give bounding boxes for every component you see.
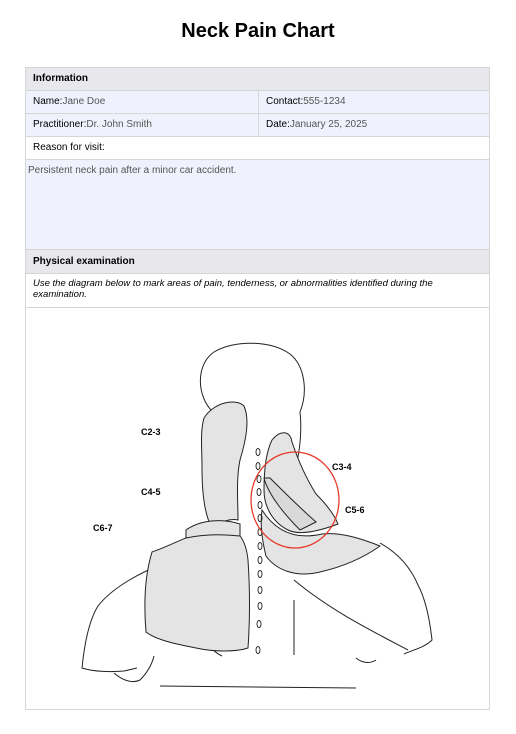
vertebra-marker [256, 449, 260, 456]
bottom-line [160, 686, 356, 688]
reason-value: Persistent neck pain after a minor car accident. [28, 165, 237, 176]
practitioner-date-row [25, 113, 490, 136]
vertebra-marker [256, 463, 260, 470]
right-back-line [294, 580, 408, 650]
practitioner-field[interactable] [26, 114, 259, 136]
spine-markers [256, 449, 262, 654]
exam-instructions: Use the diagram below to mark areas of pain, tenderness, or abnormalities identified during the examination. [33, 278, 433, 300]
practitioner-label: Practitioner: [33, 119, 87, 130]
exam-instructions-row [25, 273, 490, 308]
vertebra-marker [258, 502, 262, 509]
vertebra-marker [256, 647, 260, 654]
vertebra-marker [257, 489, 261, 496]
reason-textarea[interactable] [25, 159, 490, 249]
vertebra-marker [258, 543, 262, 550]
name-label: Name: [33, 96, 63, 107]
upper-left-neck-region [202, 402, 247, 528]
head-outline [200, 343, 304, 412]
right-arm-line [356, 658, 376, 662]
physical-exam-section-header [25, 249, 490, 273]
name-field[interactable] [26, 91, 259, 113]
name-contact-row [25, 90, 490, 113]
information-section-header [25, 67, 490, 90]
information-section-title: Information [33, 73, 88, 84]
vertebra-marker [257, 621, 261, 628]
vertebra-marker [258, 571, 262, 578]
reason-label-row [25, 136, 490, 159]
date-field[interactable] [259, 114, 489, 136]
contact-field[interactable] [259, 91, 489, 113]
date-value: January 25, 2025 [289, 119, 368, 130]
name-value: Jane Doe [62, 96, 106, 107]
date-label: Date: [266, 119, 290, 130]
reason-label: Reason for visit: [33, 142, 105, 153]
vertebra-marker [258, 587, 262, 594]
vertebra-marker [258, 603, 262, 610]
physical-exam-section-title: Physical examination [33, 256, 135, 267]
lower-left-shoulder-region [145, 528, 250, 651]
practitioner-value: Dr. John Smith [86, 119, 152, 130]
contact-value: 555-1234 [303, 96, 346, 107]
label-c6-7: C6-7 [93, 523, 113, 533]
label-c2-3: C2-3 [141, 427, 161, 437]
vertebra-marker [257, 476, 261, 483]
label-c3-4: C3-4 [332, 462, 352, 472]
label-c5-6: C5-6 [345, 505, 365, 515]
label-c4-5: C4-5 [141, 487, 161, 497]
contact-label: Contact: [266, 96, 304, 107]
right-shoulder-outline [380, 543, 432, 654]
neck-pain-diagram[interactable] [25, 308, 490, 710]
vertebra-marker [258, 557, 262, 564]
page-title: Neck Pain Chart [181, 20, 335, 42]
